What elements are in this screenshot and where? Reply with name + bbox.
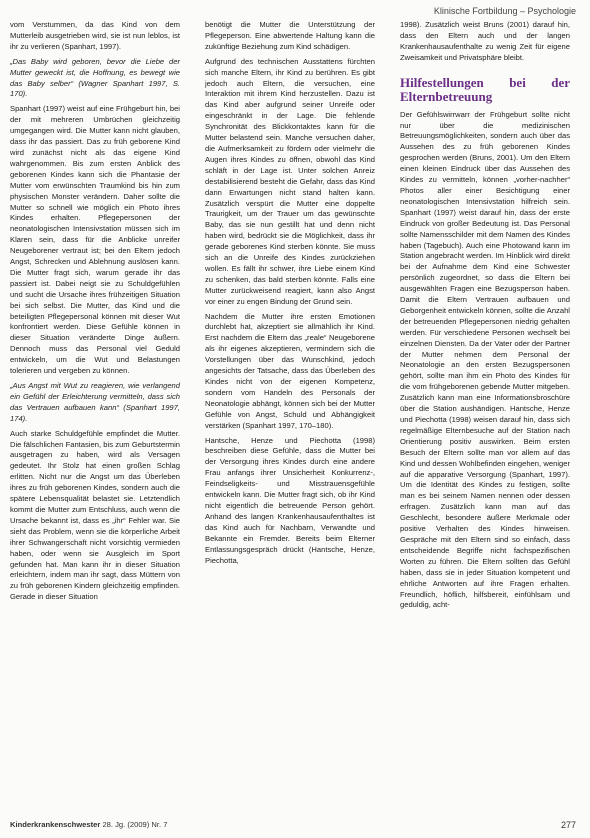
paragraph: Spanhart (1997) weist auf eine Frühgeburt hin, bei der mit mehreren Umbrüchen gleichzeitig umgegangen wird. Die Mutter kann nicht glauben, dass ihr das passiert. Das zu früh geborene Kind wird zunächst nicht als das eigene Kind wahrgenommen. Bis zum ersten Anblick des geborenen Kindes kann sich die Phantasie der Mutter vom erwünschten Traumkind bis hin zum physischen Monster verändern. Daher sollte die Mutter so schnell wie möglich ein Photo ihres Kindes erhalten. Pflegepersonen der neonatologischen Intensivstation müssen sich im Klaren sein, dass für die Anblicke unreifer Neugeborener vertraut ist; bei den Eltern jedoch Angst, Schrecken und Ablehnung auslösen kann. Die Mutter fragt sich, warum gerade ihr das passiert ist. Dabei neigt sie zu Schuldgefühlen und sucht die Ursache ihres frühzeitigen Situation bei sich selbst. Die Mutter, das Kind und die beteiligten Pflegepersonal können mit dieser Wut konfrontiert werden. Diese Gefühle können in dieser Situation veränderte Dinge äußern. Dennoch muss das Personal viel Geduld entwickeln, um die Wut und Belastungen tolerieren und vergeben zu können. [10,104,180,376]
paragraph: Auch starke Schuldgefühle empfindet die Mutter. Die fälschlichen Fantasien, bis zum Geburtstermin ausgetragen zu haben, wird als Versagen gedeutet. Ihr Stolz hat einen großen Schlag erlitten. Nicht nur die Angst um das Überleben ihres zu früh geborenen Kindes, sondern auch die spätere Lebensqualität belastet sie. Letztendlich kommt die Mutter zum Entschluss, auch wenn die Ursache bekannt ist, dass es „ihr“ Fehler war. Sie sieht das Problem, wenn sie die körperliche Arbeit ihrer Schwangerschaft nicht vorsichtig vermieden haben, oder wenn sie Ausgleich im Sport gefunden hat. Man kann ihr in dieser Situation erleichtern, indem man ihr sagt, dass Müttern von zu früh geborenen Kindern gleichzeitig empfinden. Gerade in dieser Situation [10,428,180,602]
journal-citation [10,820,167,830]
paragraph: vom Verstummen, da das Kind von dem Mutterleib ausgetrieben wird, sie ist nun leblos, ist ihr zu verlieren (Spanhart, 1997). [10,20,180,51]
text-column-2 [205,20,375,570]
quote-paragraph: „Das Baby wird geboren, bevor die Liebe der Mutter geweckt ist, die Hoffnung, es bewegt wie das Baby selber“ (Wagner Spanhart 1997, S. 170). [10,56,180,99]
quote-paragraph: „Aus Angst mit Wut zu reagieren, wie verlangend ein Gefühl der Erleichterung vermitteln, dass sich das Vertrauen aufbauen kann“ (Spanhart 1997, 174). [10,381,180,423]
paragraph: 1998). Zusätzlich weist Bruns (2001) darauf hin, dass den Eltern auch und der langen Krankenhausaufenthalte zu wenig Zeit für eigene Zweisamkeit und Privatsphäre bleibt. [400,20,570,62]
text-column-1 [10,20,180,607]
paragraph: Hantsche, Henze und Piechotta (1998) beschreiben diese Gefühle, dass die Mutter bei der Versorgung ihres Kindes durch eine andere Frau anfangs ihrer Unsicherheit Konkurrenz-, Feindseligkeits- und Misstrauensgefühle entwickeln kann. Die Mutter fragt sich, ob ihr Kind nicht eigentlich die betreuende Person gehört. Anhand des langen Krankenhausaufenthaltes ist das Kind auch für Nachbarn, Verwandte und Bekannte ein Fremder. Bereits beim Elterner Entlassungsgespräch drückt (Hantsche, Henze, Piechotta, [205,435,375,565]
paragraph: Aufgrund des technischen Ausstattens fürchten sich manche Eltern, ihr Kind zu berühren. Es gibt jedoch auch Eltern, die versuchen, eine Interaktion mit ihrem Kind herzustellen. Dazu ist das Kind aber aufgrund seiner Unreife oder eingeschränkt in der Lage. Die fehlende Synchronität des Blickkontaktes kann für die Mutter belastend sein. Manche versuchen daher, die Aufmerksamkeit zu fördern oder vielmehr die Augen ihres Kindes zu öffnen, obwohl das Kind schläft in der Lage ist. Unter solchen Anreiz destabilisierend besteht die Gefahr, dass das Kind dann Erwartungen nicht stand halten kann. Zusätzlich verspürt die Mutter eine doppelte Traurigkeit, um der Trauer um das gewünschte Baby, das sie nun gestillt hat und denn nicht haben wird, bedrückt sie die Möglichkeit, dass ihr gerade geborenes Kind sterben könnte. Sie muss sich an die Unreife des Kindes zurückziehen wollen. Es fällt ihr schwer, ihre Liebe einem Kind zu schenken, das bald sterben könnte. Falls eine Mutter zurückweisend reagiert, kann also Angst vor einer zu engen Bindung der Grund sein. [205,56,375,306]
paragraph: Nachdem die Mutter ihre ersten Emotionen durchlebt hat, akzeptiert sie allmählich ihr Kind. Erst nachdem die Eltern das „reale“ Neugeborene als ihr eigenes akzeptieren, vermindern sich die Vorstellungen über das Wunschkind, jedoch angesichts der Tatsache, dass das Überleben des Kindes nicht von der eigenen Kompetenz, sondern vom Handeln des Personals der Neonatologie abhängt, können sich bei der Mutter Gefühle von Angst, Schuld und Abhängigkeit verstärken (Spanhart 1997, 170–180). [205,311,375,430]
section-heading: Hilfestellungen bei der Elternbetreuung [400,74,570,104]
journal-name: Kinderkrankenschwester [10,820,101,829]
page-footer [10,820,576,830]
running-header: Klinische Fortbildung – Psychologie [433,6,576,16]
paragraph: Der Gefühlswirrwarr der Frühgeburt sollte nicht nur über die medizinischen Betreuungsmöglichkeiten, sondern auch über das Aussehen des zu früh geborenen Kindes gesprochen werden (Bruns, 2001). Um den Eltern einen kleinen Eindruck über das Aussehen des Kindes zu vermitteln, können „vorher-nachher“ Photos aller einer Besichtigung einer neonatologischen Intensivstation hilfreich sein. Spanhart (1997) weist darauf hin, dass der erste Eindruck von großer Bedeutung ist. Das Personal sollte Namensschilder mit dem Namen des Kindes haben (Tagebuch). Auch eine Photowand kann im Station angebracht werden. Im Hinblick wird direkt bei der Aufnahme dem Kind eine Schwester persönlich zugeordnet, so dass die Eltern bei ausgewählten Fragen eine Bezugsperson haben. Damit die Eltern Vertrauen aufbauen und Geborgenheit entwickeln können, sollte die Anzahl der betreuenden Pflegepersonen niedrig gehalten werden. Für verschiedene Personen wechselt bei einzelnen Diensten. Da der Vater oder der Partner der Mutter nehmen dem Personal der Neonatologie an den ersten Bezugspersonen gehört, sollte man ihm ein Photo des Kindes für die vom frühgeborenen gebende Mutter mitgeben. Zusätzlich kann man eine Informationsbroschüre über die Station aushändigen. Hantsche, Henze und Piechotta (1998) weisen darauf hin, dass sich regelmäßige Elternbesuche auf der Station nach Orientierung positiv auswirken. Beim ersten Besuch der Eltern sollte man vor allem auf das Kind und dessen Wohlbefinden eingehen, weniger auf die apparative Versorgung (Spanhart, 1997). Um die Identität des Kindes zu festigen, sollte man es bei seinem Namen nennen oder dessen erfragen. Zusätzlich kann man auf das Geschlecht, besondere äußere Merkmale oder positive Verhalten des Kindes hinweisen. Gespräche mit den Eltern sind so einfach, dass entscheidende Begriffe nicht fachspezifischen Worten zu führen. Die Eltern sollten das Gefühl haben, dass sie in jeder Situation kompetent und ehrliche Antworten auf ihre Fragen erhalten. Freundlich, höflich, hilfsbereit, einfühlsam und geduldig, acht- [400,109,570,610]
page-number: 277 [560,820,576,830]
journal-issue: 28. Jg. (2009) Nr. 7 [102,820,168,829]
text-column-3 [400,20,570,615]
paragraph: benötigt die Mutter die Unterstützung der Pflegeperson. Eine abwertende Haltung kann die zukünftige Beziehung zum Kind schädigen. [205,20,375,51]
